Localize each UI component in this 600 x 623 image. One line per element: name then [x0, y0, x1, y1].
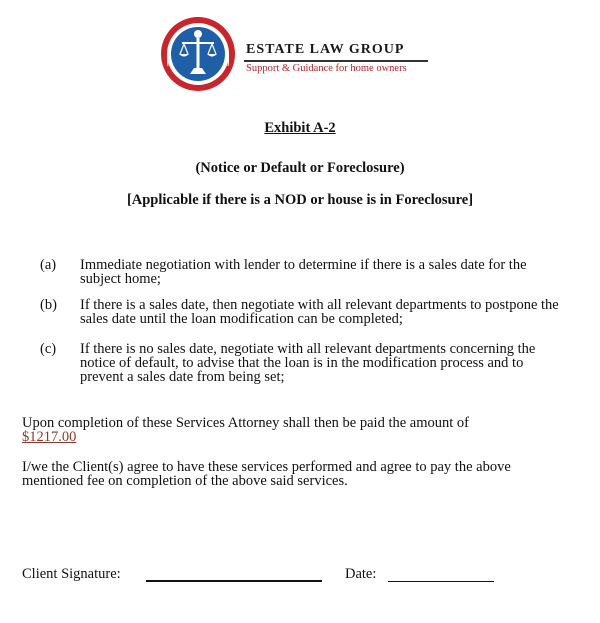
payment-text: Upon completion of these Services Attorney shall then be paid the amount of	[22, 415, 469, 431]
payment-paragraph	[22, 416, 572, 444]
client-signature-label: Client Signature:	[22, 566, 121, 582]
justice-scales-seal-icon	[160, 16, 236, 92]
agreement-paragraph: I/we the Client(s) agree to have these services performed and agree to pay the above mentioned fee on completion of the above said services.	[22, 459, 511, 489]
client-signature-line[interactable]	[146, 580, 322, 582]
list-item-text: If there is a sales date, then negotiate with all relevant departments to postpone the sales date until the loan modification can be completed;	[80, 297, 559, 327]
firm-tagline: Support & Guidance for home owners	[246, 63, 407, 74]
firm-logo	[160, 16, 430, 92]
applicability-heading: [Applicable if there is a NOD or house is in Foreclosure]	[126, 192, 474, 208]
list-item-label: (a)	[40, 257, 57, 273]
firm-name: ESTATE LAW GROUP	[246, 42, 405, 57]
exhibit-title: Exhibit A-2	[264, 120, 336, 136]
date-label: Date:	[345, 566, 377, 582]
list-item-label: (b)	[40, 297, 57, 313]
firm-name-underline	[244, 60, 428, 62]
payment-amount: $1217.00	[22, 429, 77, 445]
notice-heading: (Notice or Default or Foreclosure)	[195, 160, 405, 176]
list-item-text: If there is no sales date, negotiate with all relevant departments concerning the notice of default, to advise that the loan is in the modification process and to prevent a sales date from being set;	[80, 341, 536, 385]
list-item-label: (c)	[40, 341, 57, 357]
list-item-text: Immediate negotiation with lender to determine if there is a sales date for the subject home;	[80, 257, 527, 287]
date-line[interactable]	[388, 581, 494, 582]
